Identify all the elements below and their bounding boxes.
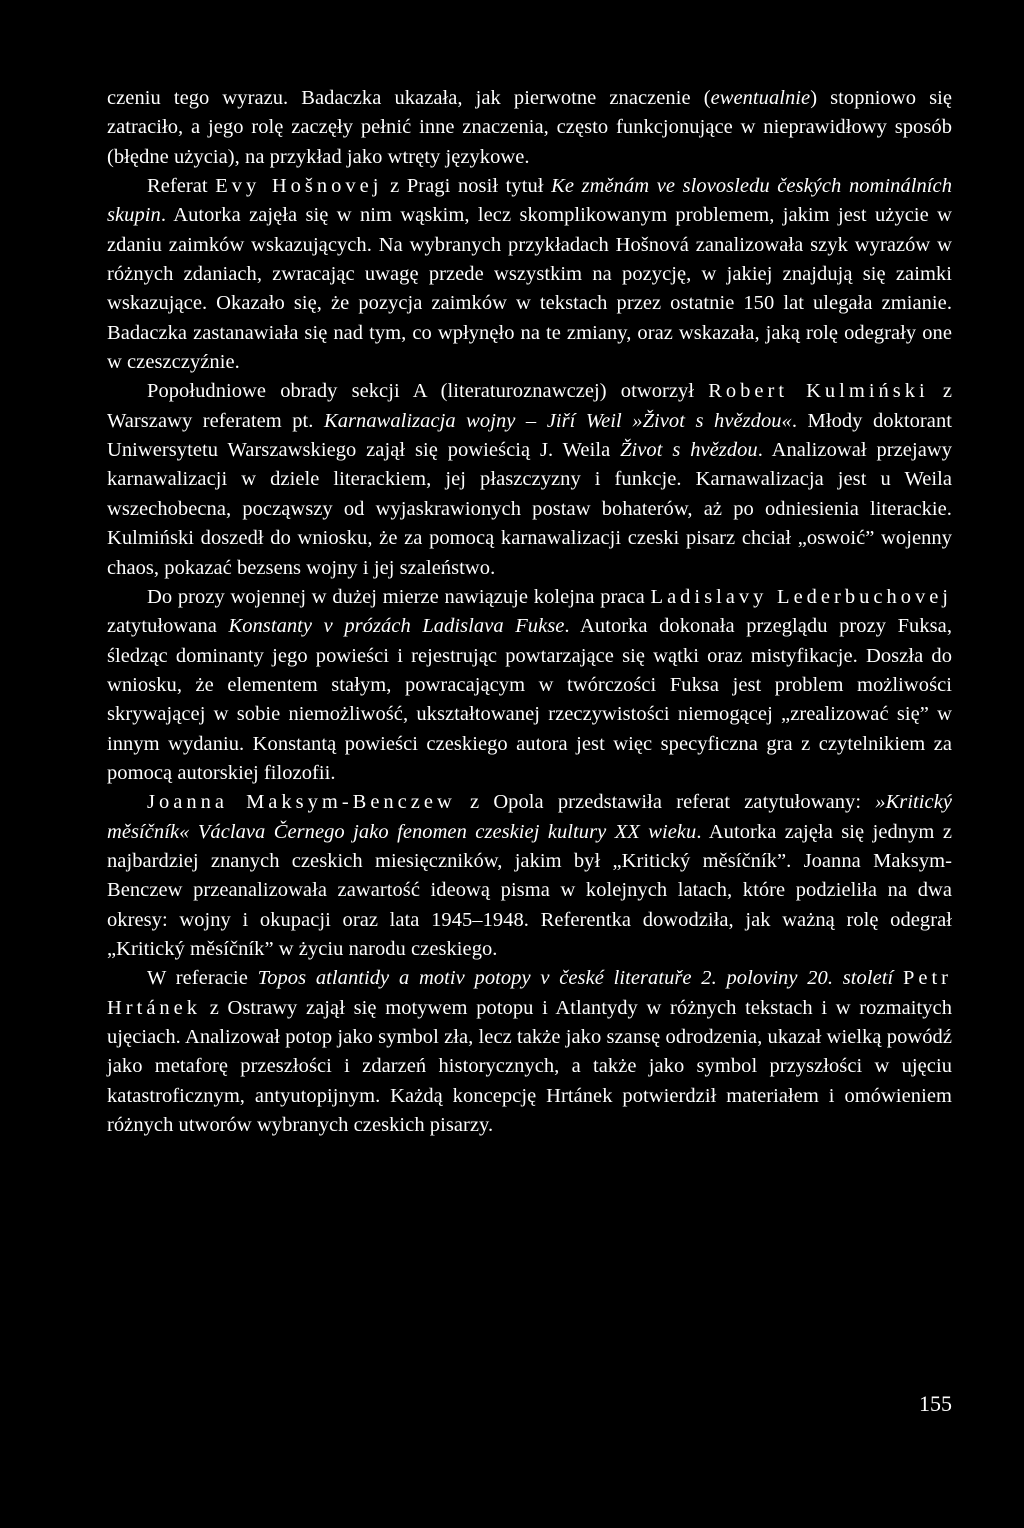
italic-title: Konstanty v prózách Ladislava Fukse — [228, 615, 565, 638]
author-name: Robert Kulmiński — [708, 380, 929, 403]
paragraph — [107, 377, 952, 582]
paragraph — [107, 788, 952, 964]
italic-title: Topos atlantidy a motiv potopy v české literatuře 2. poloviny 20. století — [257, 967, 894, 990]
italic-title: »Kritický měsíčník« Václava Černego jako fenomen czeskiej kultury XX wieku — [107, 791, 952, 843]
italic-title: Karnawalizacja wojny – Jiří Weil »Život s hvězdou« — [323, 409, 792, 432]
text-run: W referacie — [147, 967, 258, 990]
paragraph — [107, 964, 952, 1140]
text-run: Popołudniowe obrady sekcji A (literaturoznawczej) otworzył — [147, 380, 709, 403]
text-run: z Warszawy referatem pt. — [107, 380, 952, 432]
text-run: . Analizował przejawy karnawalizacji w dziele literackiem, jej płaszczyzny i funkcje. Karnawalizacja jest u Weila wszechobecna, począwszy od wyjaskrawionych postaw bohaterów, aż po odniesienia literackie. Kulmiński doszedł do wniosku, że za pomocą karnawalizacji czeski pisarz chciał „oswoić” wojenny chaos, pokazać bezsens wojny i jej szaleństwo. — [107, 439, 952, 579]
author-name: Petr Hrtánek — [107, 967, 952, 1019]
paragraph — [107, 172, 952, 377]
text-run: . Autorka dokonała przeglądu prozy Fuksa, śledząc dominanty jego powieści i rejestrując powtarzające się wątki oraz mistyfikacje. Doszła do wniosku, że elementem stałym, powracającym w twórczości Fuksa jest problem możliwości skrywającej w sobie niemożliwość, ukształtowanej rzeczywistości niemogącej „zrealizować się” w innym wydaniu. Konstantą powieści czeskiego autora jest więc specyficzna gra z czytelnikiem za pomocą autorskiej filozofii. — [107, 615, 952, 784]
text-run: . Młody doktorant Uniwersytetu Warszawskiego zajął się powieścią J. Weila — [107, 409, 952, 462]
text-run: zatytułowana — [107, 615, 229, 638]
text-run: ) stopniowo się zatraciło, a jego rolę zaczęły pełnić inne znaczenia, często funkcjonujące w nieprawidłowy sposób (błędne użycia), na przykład jako wtręty językowe. — [107, 87, 953, 168]
italic-title: Ke změnám ve slovosledu českých nominálních skupin — [107, 175, 953, 227]
page-number: 155 — [919, 1391, 952, 1416]
author-name: Joanna Maksym-Benczew — [147, 791, 456, 814]
text-run: . Autorka zajęła się w nim wąskim, lecz skomplikowanym problemem, jakim jest użycie w zdaniu zaimków wskazujących. Na wybranych przykładach Hošnová zanalizowała szyk wyrazów w różnych zdaniach, zwracając uwagę przede wszystkim na pozycję, w jakiej znajdują się zaimki wskazujące. Okazało się, że pozycja zaimków w tekstach przez ostatnie 150 lat ulegała zmianie. Badaczka zastanawiała się nad tym, co wpłynęło na te zmiany, oraz wskazała, jaką rolę odegrały one w czeszczyźnie. — [107, 204, 952, 374]
text-run: czeniu tego wyrazu. Badaczka ukazała, jak pierwotne znaczenie ( — [107, 87, 711, 109]
author-name: Ladislavy Lederbuchovej — [650, 585, 952, 608]
body-text — [107, 84, 952, 1140]
text-run: . Autorka zajęła się jednym z najbardziej znanych czeskich miesięczników, jakim był „Kritický měsíčník”. Joanna Maksym-Benczew przeanalizowała zawartość ideową pisma w kolejnych latach, które podzieliła na dwa okresy: wojny i okupacji oraz lata 1945–1948. Referentka dowodziła, jak ważną rolę odegrał „Kritický měsíčník” w życiu narodu czeskiego. — [107, 820, 952, 960]
paragraph — [107, 84, 952, 172]
text-run: z Opola przedstawiła referat zatytułowany: — [455, 791, 876, 814]
paragraph — [107, 583, 952, 788]
text-run: Referat — [147, 175, 216, 198]
text-run — [893, 967, 903, 989]
italic-title: ewentualnie — [710, 87, 811, 109]
text-run: z Ostrawy zajął się motywem potopu i Atlantydy w różnych tekstach i w rozmaitych ujęciach. Analizował potop jako symbol zła, lecz także jako szansę odrodzenia, ukazał wielką powódź jako metaforę przeszłości i zdarzeń historycznych, a także jako symbol przyszłości w ujęciu katastroficznym, antyutopijnym. Każdą koncepcję Hrtánek potwierdził materiałem i omówieniem różnych utworów wybranych czeskich pisarzy. — [107, 996, 952, 1137]
italic-title: Život s hvězdou — [620, 439, 758, 462]
text-run: Do prozy wojennej w dużej mierze nawiązuje kolejna praca — [147, 585, 651, 608]
author-name: Evy Hošnovej — [215, 175, 383, 198]
text-run: z Pragi nosił tytuł — [382, 175, 552, 198]
